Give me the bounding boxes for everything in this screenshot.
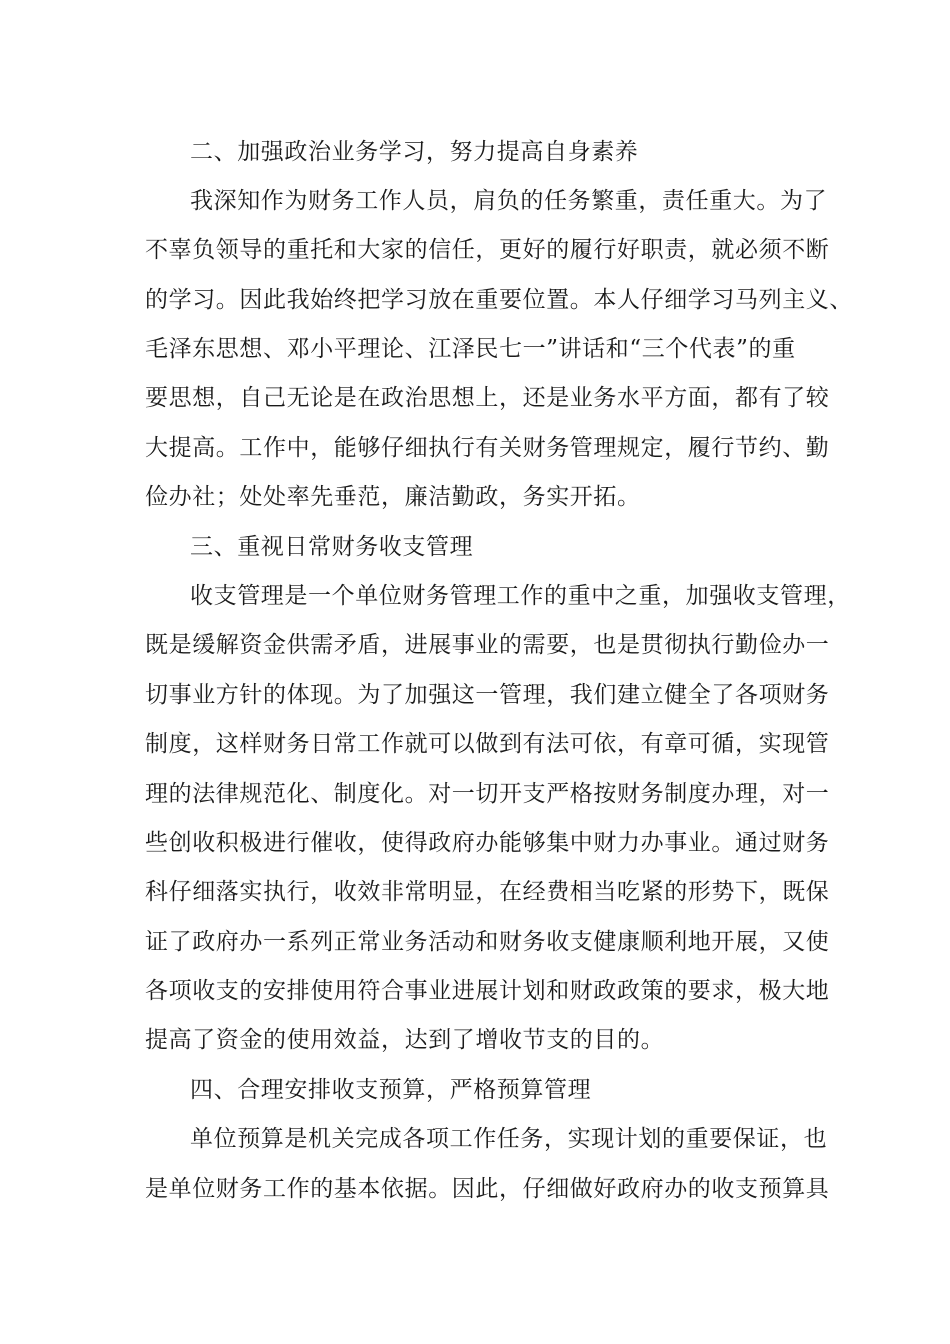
paragraph-line: 制度，这样财务日常工作就可以做到有法可依，有章可循，实现管 <box>145 731 830 757</box>
paragraph-line: 理的法律规范化、制度化。对一切开支严格按财务制度办理，对一 <box>145 781 830 807</box>
paragraph-line: 科仔细落实执行，收效非常明显，在经费相当吃紧的形势下，既保 <box>145 879 830 905</box>
paragraph-line: 既是缓解资金供需矛盾，进展事业的需要，也是贯彻执行勤俭办一 <box>145 632 830 658</box>
section-heading-3: 三、重视日常财务收支管理 <box>190 534 474 560</box>
paragraph-line: 俭办社；处处率先垂范，廉洁勤政，务实开拓。 <box>145 484 641 510</box>
paragraph-line: 收支管理是一个单位财务管理工作的重中之重，加强收支管理， <box>190 583 851 609</box>
paragraph-line: 毛泽东思想、邓小平理论、江泽民七一”讲话和“三个代表”的重 <box>145 336 796 362</box>
paragraph-line: 要思想，自己无论是在政治思想上，还是业务水平方面，都有了较 <box>145 385 830 411</box>
paragraph-line: 的学习。因此我始终把学习放在重要位置。本人仔细学习马列主义、 <box>145 287 853 313</box>
paragraph-line: 提高了资金的使用效益，达到了增收节支的目的。 <box>145 1027 665 1053</box>
paragraph-line: 些创收积极进行催收，使得政府办能够集中财力办事业。通过财务 <box>145 830 830 856</box>
paragraph-line: 大提高。工作中，能够仔细执行有关财务管理规定，履行节约、勤 <box>145 435 830 461</box>
paragraph-line: 是单位财务工作的基本依据。因此，仔细做好政府办的收支预算具 <box>145 1176 830 1202</box>
paragraph-line: 证了政府办一系列正常业务活动和财务收支健康顺利地开展，又使 <box>145 929 830 955</box>
paragraph-line: 切事业方针的体现。为了加强这一管理，我们建立健全了各项财务 <box>145 682 830 708</box>
section-heading-2: 二、加强政治业务学习，努力提高自身素养 <box>190 139 639 165</box>
paragraph-line: 不辜负领导的重托和大家的信任，更好的履行好职责，就必须不断 <box>145 237 830 263</box>
section-heading-4: 四、合理安排收支预算，严格预算管理 <box>190 1077 592 1103</box>
paragraph-line: 我深知作为财务工作人员，肩负的任务繁重，责任重大。为了 <box>190 188 828 214</box>
paragraph-line: 各项收支的安排使用符合事业进展计划和财政政策的要求，极大地 <box>145 978 830 1004</box>
paragraph-line: 单位预算是机关完成各项工作任务，实现计划的重要保证，也 <box>190 1126 828 1152</box>
